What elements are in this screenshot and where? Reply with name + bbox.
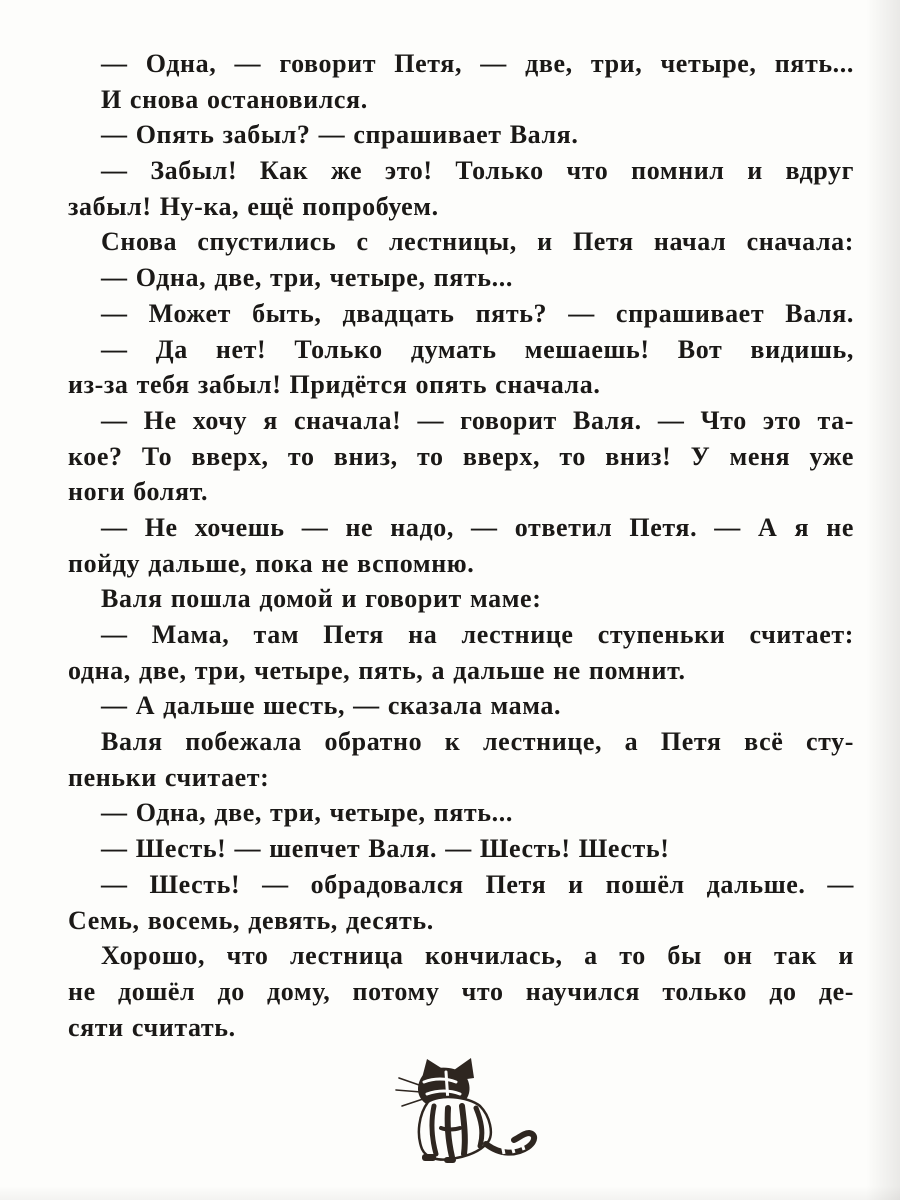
text-line: сяти считать. bbox=[68, 1012, 236, 1042]
text-line: ноги болят. bbox=[68, 477, 209, 507]
text-line: — Мама, там Петя на лестнице ступеньки считает: bbox=[101, 620, 854, 649]
text-line: пойду дальше, пока не вспомню. bbox=[68, 548, 475, 578]
text-line: — Не хочешь — не надо, — ответил Петя. — А я не bbox=[101, 512, 854, 542]
text-line: из-за тебя забыл! Придётся опять сначала. bbox=[68, 370, 601, 400]
text-block bbox=[68, 46, 854, 1045]
text-line: не дошёл до дому, потому что научился только до де- bbox=[68, 976, 854, 1006]
text-line: одна, две, три, четыре, пять, а дальше не помнит. bbox=[68, 655, 686, 685]
page-edge-shadow-bottom bbox=[0, 1186, 900, 1200]
text-line: — Не хочу я сначала! — говорит Валя. — Что это та- bbox=[101, 405, 854, 435]
text-line: — Одна, две, три, четыре, пять... bbox=[101, 798, 513, 828]
text-line: И снова остановился. bbox=[101, 84, 368, 114]
cat-whiskers bbox=[396, 1078, 423, 1106]
text-line: Снова спустились с лестницы, и Петя начал сначала: bbox=[101, 227, 854, 257]
page-edge-shadow-right bbox=[866, 0, 900, 1200]
text-line: — Опять забыл? — спрашивает Валя. bbox=[101, 120, 579, 150]
cat-illustration bbox=[394, 1056, 550, 1168]
cat-tail bbox=[486, 1133, 534, 1154]
text-line: — Забыл! Как же это! Только что помнил и вдруг bbox=[101, 156, 854, 186]
text-line: — Да нет! Только думать мешаешь! Вот видишь, bbox=[101, 334, 854, 364]
text-line: Семь, восемь, девять, десять. bbox=[68, 905, 434, 935]
text-line: — Может быть, двадцать пять? — спрашивает Валя. bbox=[101, 298, 854, 328]
text-line: Валя пошла домой и говорит маме: bbox=[101, 584, 542, 614]
text-line: пеньки считает: bbox=[68, 762, 270, 792]
text-line: — Шесть! — шепчет Валя. — Шесть! Шесть! bbox=[101, 834, 670, 864]
text-line: — Одна, две, три, четыре, пять... bbox=[101, 263, 513, 293]
text-line: кое? То вверх, то вниз, то вверх, то вниз! У меня уже bbox=[68, 441, 854, 471]
text-line: — Одна, — говорит Петя, — две, три, четыре, пять... bbox=[101, 49, 854, 78]
text-line: Хорошо, что лестница кончилась, а то бы он так и bbox=[101, 941, 854, 971]
text-line: Валя побежала обратно к лестнице, а Петя всё сту- bbox=[101, 727, 854, 757]
text-line: забыл! Ну-ка, ещё попробуем. bbox=[68, 191, 439, 221]
text-line: — Шесть! — обрадовался Петя и пошёл дальше. — bbox=[101, 869, 854, 899]
text-line: — А дальше шесть, — сказала мама. bbox=[101, 691, 562, 721]
